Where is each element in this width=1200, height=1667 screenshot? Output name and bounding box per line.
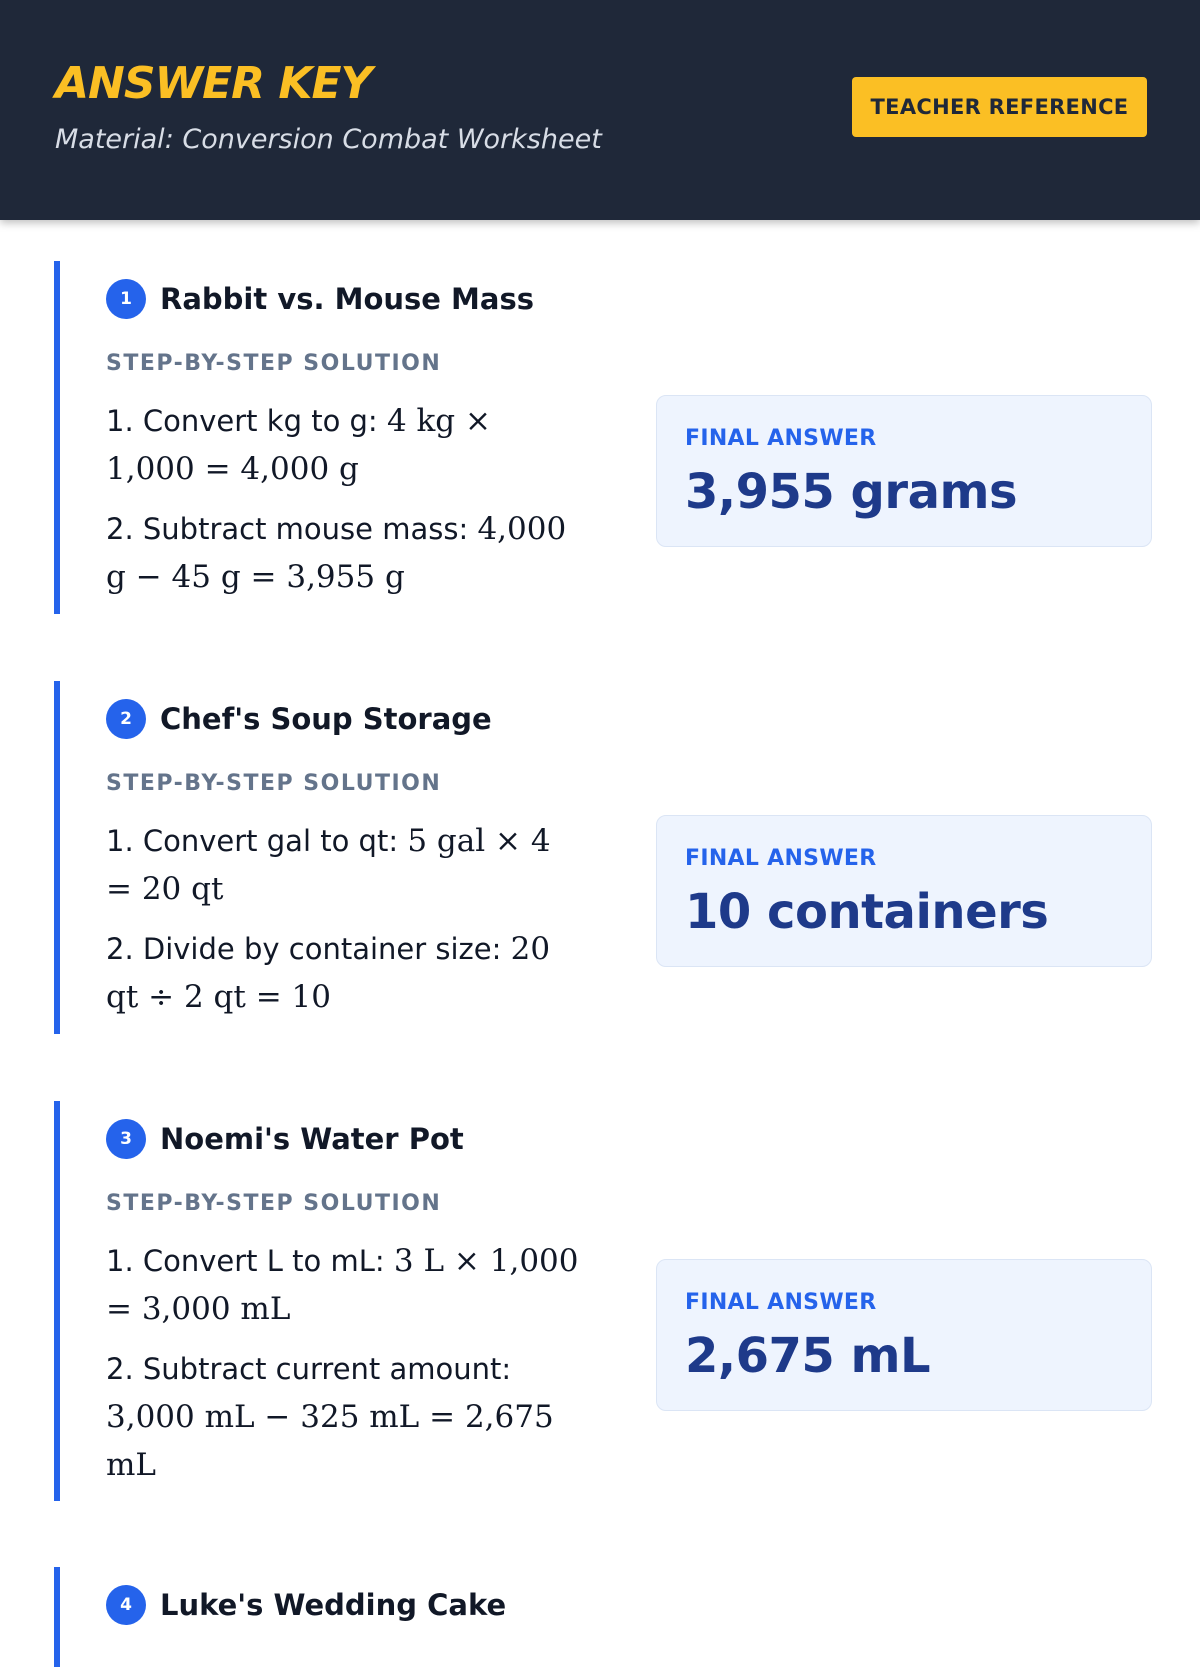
final-answer-label: FINAL ANSWER [685,846,877,871]
solution-step [106,925,586,1021]
problem-card [54,261,1154,614]
problem-heading [106,699,492,739]
solution-step [106,817,586,913]
step-text: 1. Convert kg to g: [106,404,387,438]
problem-title: Luke's Wedding Cake [160,1588,507,1622]
final-answer-box [656,395,1152,547]
step-text: 1. Convert L to mL: [106,1244,394,1278]
step-math: 4 kg × 1,000 = 4,000 g [106,403,491,487]
problem-heading [106,1585,506,1625]
problem-card [54,681,1154,1034]
solution-steps [106,817,586,1033]
page-subtitle: Material: Conversion Combat Worksheet [55,124,602,155]
problem-card [54,1101,1154,1501]
problem-title: Noemi's Water Pot [160,1122,464,1156]
problem-title: Rabbit vs. Mouse Mass [160,282,534,316]
problem-number-badge: 1 [106,279,146,319]
step-text: 2. Subtract current amount: [106,1352,512,1386]
problem-number-badge: 4 [106,1585,146,1625]
final-answer-value: 3,955 grams [685,464,1018,520]
solution-step [106,1345,586,1489]
page-title: ANSWER KEY [55,58,372,109]
step-label: STEP-BY-STEP SOLUTION [106,351,442,376]
step-math: 20 qt ÷ 2 qt = 10 [106,931,551,1015]
final-answer-value: 10 containers [685,884,1049,940]
problem-number-badge: 3 [106,1119,146,1159]
problem-heading [106,1119,464,1159]
step-math: 3 L × 1,000 = 3,000 mL [106,1243,579,1327]
problem-number-badge: 2 [106,699,146,739]
final-answer-label: FINAL ANSWER [685,1290,877,1315]
solution-step [106,505,586,601]
teacher-reference-button[interactable]: TEACHER REFERENCE [852,77,1147,137]
step-text: 2. Divide by container size: [106,932,511,966]
final-answer-box [656,1259,1152,1411]
step-math: 5 gal × 4 = 20 qt [106,823,551,907]
step-text: 1. Convert gal to qt: [106,824,408,858]
step-math: 3,000 mL − 325 mL = 2,675 mL [106,1399,554,1483]
step-text: 2. Subtract mouse mass: [106,512,478,546]
problem-card [54,1567,1154,1667]
step-math: 4,000 g − 45 g = 3,955 g [106,511,567,595]
final-answer-value: 2,675 mL [685,1328,931,1384]
problem-title: Chef's Soup Storage [160,702,492,736]
problem-heading [106,279,534,319]
solution-steps [106,1237,586,1501]
step-label: STEP-BY-STEP SOLUTION [106,1191,442,1216]
final-answer-label: FINAL ANSWER [685,426,877,451]
solution-step [106,397,586,493]
solution-step [106,1237,586,1333]
step-label: STEP-BY-STEP SOLUTION [106,771,442,796]
final-answer-box [656,815,1152,967]
solution-steps [106,397,586,613]
header [0,0,1200,220]
